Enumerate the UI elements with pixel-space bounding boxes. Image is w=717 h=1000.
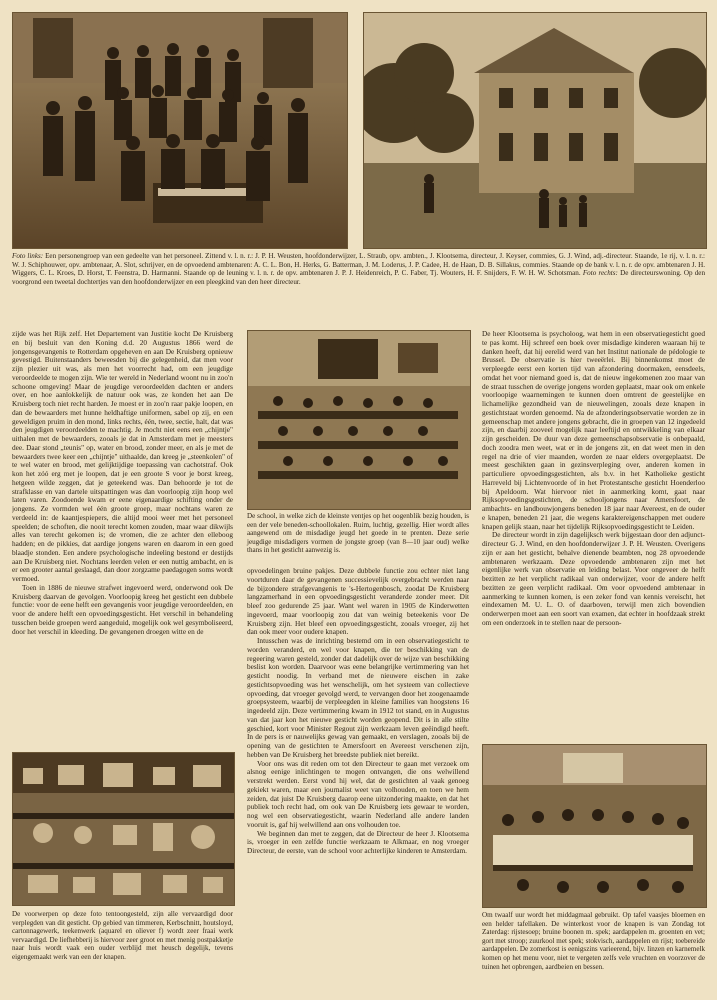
- dining-hall-photo: [482, 744, 707, 908]
- article-paragraph: De heer Klootsema is psycholoog, wat hem in een observatiegesticht goed te pas komt. Hij schreef een boek over misdadige kinderen waaraan hij te danken heeft, dat hij eerelid werd van het Institut nationale de pédologie te Brussel. De observatie is hier tweeërlei. Bij binnenkomst moet de verpleegde eerst een korten tijd van afzondering doormaken, eensdeels, omdat het voor niemand goed is, dat de nieuw ingekomenen zoo maar van de straat tusschen de overige jongens worden geplaatst, maar ook om enkele voorloopige waarnemingen te kunnen doen omtrent de geestelijke en lichamelijke gezondheid van de nieuwelingen, zooals deze knapen in gestichtstaat worden genoemd. Na de afzonderingsobservatie worden ze in gemeenschap met andere jongens gebracht, die in groepen van 12 ingedeeld zijn, en daarbij zooveel mogelijk naar leeftijd en ontwikkeling van elkaar zijn gescheiden. De duur van deze gemeenschapsobservatie is onbepaald, doch zoodra men weet, wat er in de jongens zit, en dat weet men in den regel na drie of vier maanden, worden ze naar elders overgeplaatst. De meest geschikten gaan in gezinsverpleging over, anderen komen in particuliere opvoedingsgestichten, als b.v. in het Katholieke gesticht Harreveld bij Lichtenvoorde of in het Protestantsche gesticht Hoenderloo bij Apeldoorn. Wat hiervoor niet in aanmerking komt, gaat naar Rijksopvoedingsgestichten, de schooljongens naar Amersfoort, de ambachts- en landbouwjongens beneden 18 jaar naar Avereest, en de ouder e knapen, beneden 21 jaar, die wegens karaktereigenschappen met oudere knapen gelijk staan, naar het tijdelijk Rijksopvoedingsgesticht te Leiden.: [482, 330, 705, 531]
- classroom-caption: De school, in welke zich de kleinste ventjes op het oogenblik bezig houden, is een der vele beneden-schoollokalen. Ruim, luchtig, gezellig. Hier wordt alles aangewend om de misdadige jeugd het goede in te prenten. Deze serie jeugdige misdadigers vormen de jongste groep (van 8—10 jaar oud) welke thans in het gesticht aanwezig is.: [247, 512, 469, 555]
- caption-label-right: Foto rechts:: [582, 269, 618, 278]
- exhibition-caption: De voorwerpen op deze foto tentoongesteld, zijn alle vervaardigd door verplegden van dit gesticht. Op gebied van timmeren, Kerbschnitt, houtsloyd, cartonnagewerk, teekenwerk (aquarel en oliever f) wordt zeer fraai werk vervaardigd. De liefhebberij is hiervoor zeer groot en met menig postpakketje naar huis wordt vaak een ouder verblijd met heusch degelijk, tevens eigengemaakt werk van een der knapen.: [12, 910, 233, 961]
- caption-text-right: De directeurswoning. Op den voorgrond een tweetal dochtertjes van den hoofdonderwijzer en een pleegkind van den heer directeur.: [12, 269, 706, 286]
- article-paragraph: We beginnen dan met te zeggen, dat de Directeur de heer J. Klootsema is, vroeger in een zelfde functie werkzaam te Alkmaar, en nog vroeger Directeur, de eerste, van de school voor achterlijke kinderen te Amsterdam.: [247, 828, 469, 855]
- caption-text-left: Een personengroep van een gedeelte van het personeel. Zittend v. l. n. r.: J. P. H. Weusten, hoofdonderwijzer, L. Straub, opv. ambten., J. Klootsema, directeur, J. Keyser, commies, G. J. Wind, adj.-directeur. Staande, 1e rij, v. l. n. r.: W. J. Schiphouwer, opv. ambtenaar, A. Slot, schrijver, en de opvoedend ambtenaren: A. C. L. Bon, H. Herks, G. Batterman, J. M. Loderus, J. P. Cadee, H. de Haan, D. B. Sillakus, commies. Staande op de bank v. l. n. r. de opv. ambtenaren J. H. Wiggers, C. L. Kroes, D. Horst, T. Feenstra, D. Harmanni. Staande op de leuning v. l. n. r. de opv. ambtenaren J. P. J. Heidenreich, P. C. Faber, Tj. Wouters, H. F. Snijders, F. W. H. W. Schotsman.: [12, 252, 705, 278]
- exhibition-photo: [12, 752, 235, 906]
- column-3-text: [482, 330, 705, 736]
- article-paragraph: De directeur wordt in zijn dagelijksch werk bijgestaan door den adjunct-directeur G. J. Wind, en den hoofdonderwijzer J. P. H. Weusten. Overigens zijn er aan het gesticht, behalve dienende beambten, nog 28 opvoedende ambtenaren werkzaam. Deze opvoedende ambtenaren zijn met het eigenlijke werk van observatie en leiding belast. Voor ongeveer de helft bezitten ze het verplicht radikaal van onderwijzer, voor de andere helft bezitten ze geen verplicht radikaal. Om voor opvoedend ambtenaar in aanmerking te kunnen komen, is een zeker fond van kennis vereischt, het eindexamen M. U. L. O. of daarboven, terwijl men zich bovendien onderwerpen moet aan een soort van examen, dat echter in hoofdzaak strekt om een onderzoek in te stellen naar de persoon-: [482, 530, 705, 627]
- staff-group-photo: [12, 12, 348, 249]
- article-paragraph: Voor ons was dit reden om tot den Directeur te gaan met verzoek om alsnog eenige inlichtingen te mogen ontvangen, die ons welwillend verstrekt werden. Eerst vond hij wel, dat de gestichten al vaak genoeg gekiekt waren, maar een journalist weet van volhouden, en toen we hem zeiden, dat juist De Kruisberg daarop eene uitzondering maakte, en dat het publiek toch recht had, om ook van De Kruisberg iets gewaar te worden, nog wel een observatiegesticht, waarin Nederland alle andere landen vooruit is, gaf hij welwillend aan ons volhouden toe.: [247, 758, 469, 829]
- caption-label-left: Foto links:: [12, 252, 44, 260]
- directors-house-photo: [363, 12, 707, 249]
- article-paragraph: Intusschen was de inrichting bestemd om in een observatiegesticht te worden veranderd, en wel voor knapen, die ter beschikking van de regeering waren gesteld, zonder dat dadelijk over de wijze van beschikking beslist kon worden. Daarvoor was eene belangrijke vertimmering van het gesticht noodig. In verband met de nieuwere eischen in zake gestichtsopvoeding was het wenschelijk, om het systeem van collectieve opvoeding, dat vroeger gevolgd werd, te vervangen door het zoogenaamde groepsysteem, waarbij de verpleegden in kleine families van hoogstens 16 ingedeeld zijn. Deze vertimmering kwam in 1912 tot stand, en in Augustus van dat jaar kon het nieuwe gesticht worden geopend. Dit is in alle stilte geschied, kort voor Minister Regout zijn werkzaam leven geëindigd heeft. In de pers is er nauwelijks gewag van gemaakt, en verslagen, zooals bij de opening van de gestichten te Amersfoort en Avereest verschenen zijn, hebben van De Kruisberg het breedste publiek niet bereikt.: [247, 636, 469, 759]
- top-photos-caption: [12, 252, 705, 286]
- article-paragraph: opvoedelingen bruine pakjes. Deze dubbele functie zou echter niet lang voortduren daar de gevangenen successievelijk overgebracht werden naar de bijzondere strafgevangenis te 's-Hertogenbosch, zoodat De Kruisberg langzamerhand in een opvoedingsgesticht veranderde zonder meer. Dit bleef zoo gedurende 25 jaar. Want wel waren in 1905 de Kinderwetten ingevoerd, maar voorloopig zou dat van weinig beteekenis voor De Kruisberg zijn. Het bleef een opvoedingsgesticht, zooals vroeger, zij het dan ook meer voor oudere knapen.: [247, 567, 469, 637]
- dining-hall-caption: Om twaalf uur wordt het middagmaal gebruikt. Op tafel vaasjes bloemen en een helder tafellaken. De winterkost voor de knapen is van Zondag tot Zaterdag: rijstesoep; bruine boonen m. spek; aardappelen m. groenten en vet; gort met stroop; zuurkool met spek; stokvisch, aardappelen en rijst; toebereide aardappelen. De zomerkost is eenigszins varieerend, bijv. linzen en karnemelk komen op het menu voor, niet te vergeten zelfs vele vruchten en voorzover de tuinen het opbrengen, aardbeien en bessen.: [482, 911, 705, 971]
- column-2-text: [247, 567, 469, 992]
- column-1-text: [12, 330, 233, 744]
- article-paragraph: zijde was het Rijk zelf. Het Departement van Justitie kocht De Kruisberg en bij besluit van den Koning d.d. 20 Augustus 1866 werd de jongensgevangenis te Rotterdam opgeheven en aan De Kruisberg opnieuw gevestigd. Buitenstaanders beweesden bij die gelegenheid, dat men voor zijn plezier uit was, als men het voorrecht had, om een jeugdige veroordeelde te mogen zijn. Wie ter wereld in Nederland woont nu in zoo'n schoone omgeving! Maar de jeugdige veroordeelden dachten er anders over, en hoe aanlokkelijk de natuur ook was, ze konden het aan De Kruisberg toch niet recht harden. Je moest er in zoo'n raar pakje loopen, en dan de bewaarders met hunne heldhaftige uniformen, sabel op zij, en een geweldigen pruim in den mond, links rechts, één, twee, sectie, halt, dat was den jeugdigen veroordeelden te machtig. Je mocht niet eens een „chijntje" uithalen met de bewaarders, zooals je dat in Amsterdam met je meesters dee. Daar stond „teunis" op, water en brood, zonder meer, en als je met de bewaarders twee keer een „chijntje" uithaalde, dan kreeg je „steenkolen" of te wel water en brood, met gelijktijdige toepassing van cachotstraf. Ook kon het zóó erg met je loopen, dat je een groote S voor je borst kreeg, hetgeen wilde zeggen, dat je geteekend was. Dan behoorde je tot de strafklasse en van dartele uitspattingen was dan voorloopig zijn hoop wel laten varen. Zoodoende kwam er eene eigenaardige schifting onder de jongens. Ze vormden wel één groote groep, maar nochtans waren ze verdeeld in: de kaantjespiepers, die altijd mooi weer met het personeel speelden; de schoften, die nooit terecht komen zouden, maar waar dikwijls alles van terecht gekomen is; de vromen, die ze achter den elleboog hadden; en de pikkies, dat aardige jongens waren en daarom in een goed blaadje stonden. Een andere psychologische indeeling bestond er destijds aan De Kruisberg niet. Nochtans leerden velen er een nuttig ambacht, en is er een grooter aantal geslaagd, dan door zorgzame paedagogen soms wordt vermoed.: [12, 330, 233, 583]
- article-paragraph: Toen in 1886 de nieuwe strafwet ingevoerd werd, onderwond ook De Kruisberg daarvan de gevolgen. Voorloopig kreeg het gesticht een dubbele functie: voor de eene helft een gevangenis voor jeugdige veroordeelden, en voor de andere helft een opvoedingsgesticht. Het verschil in behandeling tusschen beide groepen werd aangeduid, mogelijk ook wel gesymboliseerd, door het verschil in kleeding. De gevangenen droegen witte en de: [12, 582, 233, 636]
- classroom-photo: [247, 330, 471, 510]
